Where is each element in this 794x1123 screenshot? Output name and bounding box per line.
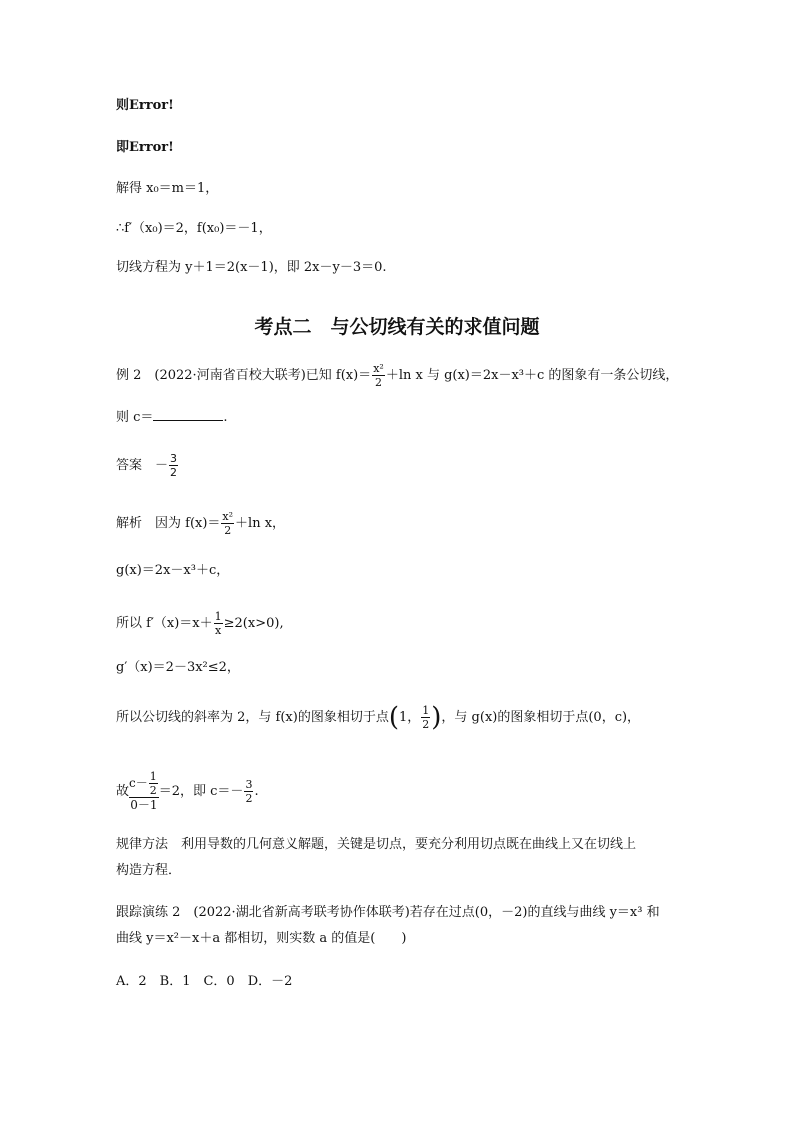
answer-label: 答案 － (116, 458, 169, 473)
analysis-6-end: . (254, 784, 259, 799)
analysis-3-fraction (214, 610, 223, 637)
options-line: A．2 B．1 C．0 D．－2 (116, 974, 293, 989)
i-e-line: 即Error! (116, 140, 174, 155)
analysis-5-den: 2 (422, 718, 430, 731)
answer-blank (153, 408, 223, 421)
analysis-6-mid: ＝2，即 c＝－ (158, 784, 244, 799)
analysis-6-prefix: 故 (116, 784, 130, 799)
example-suffix: ＋ln x 与 g(x)＝2x－x³＋c 的图象有一条公切线， (385, 368, 679, 383)
answer-fraction (169, 452, 178, 479)
analysis-6-top-text: c－ (129, 776, 148, 790)
method-line-1: 规律方法 利用导数的几何意义解题，关键是切点，要充分利用切点既在曲线上又在切线上 (116, 837, 637, 852)
analysis-1-num: x² (222, 510, 234, 523)
analysis-6-top-num: 1 (149, 770, 157, 783)
analysis-line-1 (116, 510, 285, 537)
analysis-6-top (129, 770, 159, 798)
example-c-label: 则 c＝ (116, 410, 154, 425)
example-fraction (372, 362, 385, 389)
analysis-line-6 (116, 770, 259, 813)
analysis-1-den: 2 (224, 524, 232, 537)
analysis-6-bottom: 0－1 (130, 798, 158, 812)
analysis-6-top-den: 2 (149, 784, 157, 797)
analysis-6-fraction (244, 778, 253, 805)
solve-line: 解得 x₀＝m＝1， (116, 181, 219, 196)
analysis-5-num: 1 (422, 704, 430, 717)
method-line-2: 构造方程． (116, 863, 182, 878)
analysis-1-suffix: ＋ln x， (235, 516, 286, 531)
analysis-3-num: 1 (214, 610, 222, 623)
answer-den: 2 (170, 466, 178, 479)
analysis-5-prefix: 所以公切线的斜率为 2，与 f(x)的图象相切于点 (116, 710, 389, 725)
example-line-1 (116, 362, 678, 389)
therefore-line: ∴f′（x₀)＝2，f(x₀)＝－1， (116, 221, 272, 236)
example-line-2: 则 c＝ . (116, 410, 228, 425)
tangent-line: 切线方程为 y＋1＝2(x－1)，即 2x－y－3＝0. (116, 260, 387, 275)
example-prefix: 例 2 (2022·河南省百校大联考)已知 f(x)＝ (116, 368, 372, 383)
analysis-6-den: 2 (245, 792, 253, 805)
analysis-3-prefix: 所以 f′（x)＝x＋ (116, 616, 213, 631)
section-heading: 考点二 与公切线有关的求值问题 (254, 316, 540, 338)
analysis-5-point: 1， (398, 710, 421, 725)
analysis-6-top-fraction (149, 770, 158, 797)
answer-line (116, 452, 179, 479)
analysis-5-suffix: ，与 g(x)的图象相切于点(0，c)， (441, 710, 641, 725)
analysis-3-den: x (215, 624, 222, 637)
analysis-line-3 (116, 610, 284, 637)
then-line: 则Error! (116, 98, 174, 113)
analysis-line-4: g′（x)＝2－3x²≤2， (116, 660, 240, 675)
example-frac-num: x² (373, 362, 384, 375)
analysis-1-prefix: 解析 因为 f(x)＝ (116, 516, 221, 531)
analysis-5-fraction (421, 704, 430, 731)
analysis-1-fraction (221, 510, 234, 537)
example-frac-den: 2 (375, 376, 382, 389)
analysis-6-num: 3 (245, 778, 253, 791)
analysis-3-suffix: ≥2(x>0), (223, 616, 284, 631)
analysis-line-5 (116, 704, 640, 731)
right-paren: ) (431, 702, 442, 733)
answer-num: 3 (170, 452, 178, 465)
left-paren: ( (388, 702, 399, 733)
analysis-6-complex-fraction (129, 770, 159, 813)
practice-line-2: 曲线 y＝x²－x＋a 都相切，则实数 a 的值是( ) (116, 931, 407, 946)
analysis-line-2: g(x)＝2x－x³＋c， (116, 563, 230, 578)
practice-line-1: 跟踪演练 2 (2022·湖北省新高考联考协作体联考)若存在过点(0，－2)的直线与曲线 y＝x³ 和 (116, 905, 660, 920)
